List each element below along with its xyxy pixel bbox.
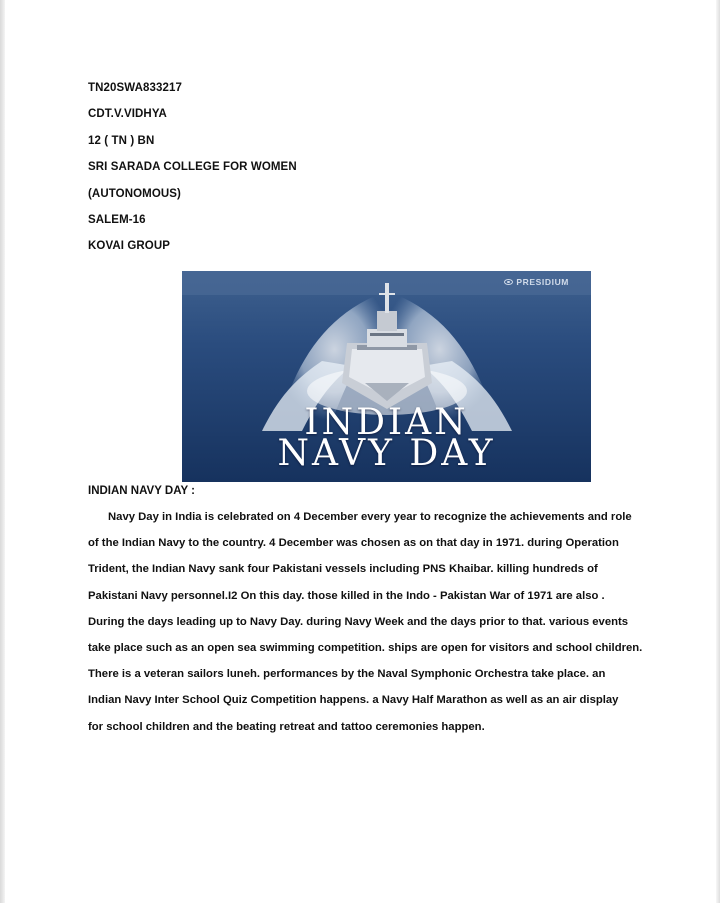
banner-title-line-2: NAVY DAY [277,433,496,474]
paragraph-line: Indian Navy Inter School Quiz Competition happens. a Navy Half Marathon as well as an air display [88,694,619,707]
paragraph-line: of the Indian Navy to the country. 4 December was chosen as on that day in 1971. during Operation [88,537,619,550]
paragraph-line: Pakistani Navy personnel.I2 On this day. those killed in the Indo - Pakistan War of 1971 are also . [88,589,605,602]
battalion: 12 ( TN ) BN [88,134,155,147]
college-name: SRI SARADA COLLEGE FOR WOMEN [88,161,297,174]
group-name: KOVAI GROUP [88,240,171,253]
registration-number: TN20SWA833217 [88,82,182,94]
college-city: SALEM-16 [88,213,146,226]
eye-icon [504,279,513,285]
presidium-watermark [504,277,569,287]
paragraph-line: Navy Day in India is celebrated on 4 December every year to recognize the achievements and role [108,511,632,523]
header-block [88,80,297,265]
cadet-name: CDT.V.VIDHYA [88,108,167,121]
paragraph-line: for school children and the beating retreat and tattoo ceremonies happen. [88,720,485,733]
page-edge-right [716,0,720,903]
brand-label: PRESIDIUM [516,277,569,287]
paragraph-line: take place such as an open sea swimming competition. ships are open for visitors and school children. [88,641,643,654]
paragraph-line: Trident, the Indian Navy sank four Pakistani vessels including PNS Khaibar. killing hundreds of [88,563,598,576]
banner-title-line-1: INDIAN [304,402,469,443]
section-heading: INDIAN NAVY DAY : [88,485,195,497]
college-status: (AUTONOMOUS) [88,187,181,200]
paragraph-line: There is a veteran sailors luneh. performances by the Naval Symphonic Orchestra take place. an [88,668,606,681]
navy-day-banner-image [182,271,591,482]
body-paragraph [88,508,648,744]
paragraph-line: During the days leading up to Navy Day. during Navy Week and the days prior to that. various events [88,615,629,628]
page-edge-left [0,0,5,903]
